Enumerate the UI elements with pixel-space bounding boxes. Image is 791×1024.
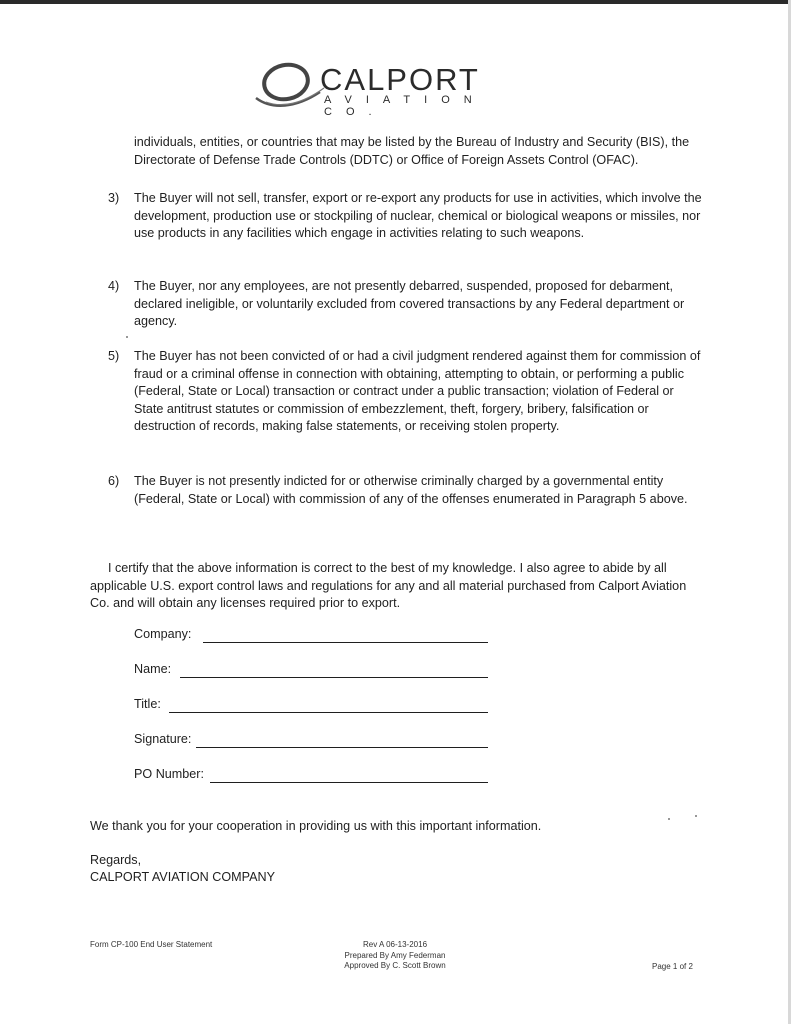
company-signoff: CALPORT AVIATION COMPANY <box>90 870 275 884</box>
clause-text: The Buyer has not been convicted of or had a civil judgment rendered against them for commission of fraud or a criminal offense in connection with obtaining, attempting to obtain, or performing a public (Federal, State or Local) transaction or contract under a public transaction; violation of Federal or State antitrust statutes or commission of embezzlement, theft, forgery, bribery, falsification or destruction of records, making false statements, or receiving stolen property. <box>134 349 701 433</box>
title-label: Title: <box>134 697 161 711</box>
name-field[interactable] <box>134 661 494 679</box>
company-field[interactable] <box>134 626 494 644</box>
name-line[interactable] <box>180 677 488 678</box>
scan-speck <box>668 818 670 820</box>
signature-label: Signature: <box>134 732 192 746</box>
clause-number: 3) <box>108 191 120 205</box>
scan-top-edge <box>0 0 791 4</box>
po-number-label: PO Number: <box>134 767 204 781</box>
company-line[interactable] <box>203 642 488 643</box>
title-field[interactable] <box>134 696 494 714</box>
scan-speck <box>126 336 128 338</box>
title-line[interactable] <box>169 712 488 713</box>
company-label: Company: <box>134 627 192 641</box>
certification-statement: I certify that the above information is correct to the best of my knowledge. I also agree to abide by all applicable U.S. export control laws and regulations for any and all material purchased from Calport Aviation Co. and will obtain any licenses required prior to export. <box>90 561 687 610</box>
footer-form-id: Form CP-100 End User Statement <box>90 940 213 949</box>
footer-approved: Approved By C. Scott Brown <box>344 961 446 970</box>
signature-field[interactable] <box>134 731 494 749</box>
footer-page-number: Page 1 of 2 <box>652 962 693 971</box>
po-number-line[interactable] <box>210 782 488 783</box>
clause-number: 4) <box>108 279 120 293</box>
scan-speck <box>695 815 697 817</box>
clause-number: 5) <box>108 349 120 363</box>
clause-text: The Buyer is not presently indicted for or otherwise criminally charged by a governmental entity (Federal, State or Local) with commission of any of the offenses enumerated in Paragraph 5 above. <box>134 474 688 506</box>
clause-text: The Buyer will not sell, transfer, export or re-export any products for use in activities, which involve the development, production use or stockpiling of nuclear, chemical or biological weapons or missiles, nor use products in any facilities which engage in activities relating to such weapons. <box>134 191 702 240</box>
swirl-logo-icon <box>252 58 326 110</box>
po-number-field[interactable] <box>134 766 494 784</box>
logo-subtitle: AVIATION CO. <box>324 94 486 118</box>
signature-line[interactable] <box>196 747 488 748</box>
footer-revision-block <box>320 940 470 972</box>
thanks-text: We thank you for your cooperation in providing us with this important information. <box>90 819 542 833</box>
regards-text: Regards, <box>90 853 142 867</box>
continuation-paragraph: individuals, entities, or countries that may be listed by the Bureau of Industry and Security (BIS), the Directorate of Defense Trade Controls (DDTC) or Office of Foreign Assets Control (OFAC). <box>134 135 690 167</box>
name-label: Name: <box>134 662 172 676</box>
footer-revision: Rev A 06-13-2016 <box>362 940 428 949</box>
logo-name: CALPORT <box>320 62 480 97</box>
calport-logo <box>252 58 522 118</box>
footer-prepared: Prepared By Amy Federman <box>344 950 446 960</box>
clause-number: 6) <box>108 474 120 488</box>
clause-text: The Buyer, nor any employees, are not presently debarred, suspended, proposed for debarment, declared ineligible, or voluntarily excluded from covered transactions by any Federal department or agency. <box>134 279 685 328</box>
